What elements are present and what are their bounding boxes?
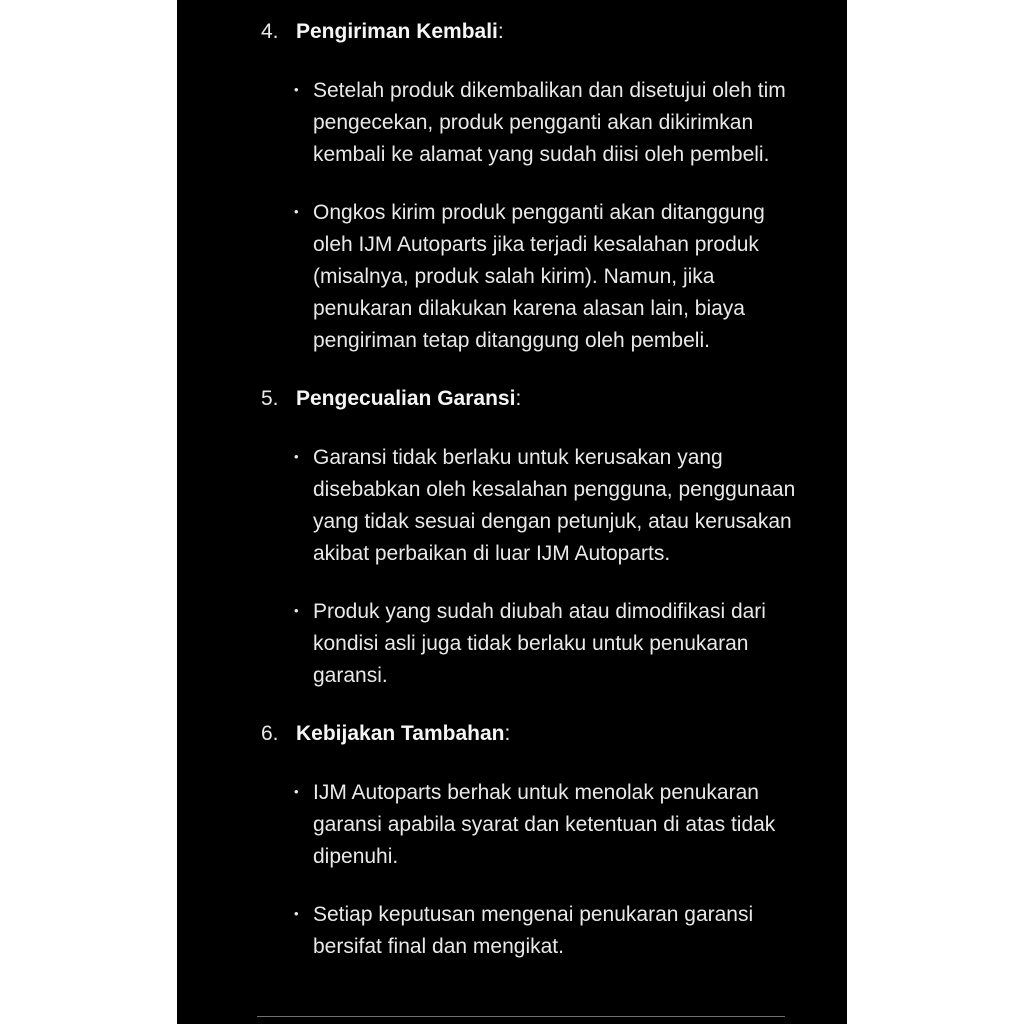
section-heading [261,383,803,415]
bullet-item [294,777,803,873]
section-title-wrap [296,383,521,415]
bullet-text: Setelah produk dikembalikan dan disetujui oleh tim pengecekan, produk pengganti akan dikirimkan kembali ke alamat yang sudah diisi oleh pembeli. [313,79,786,166]
bullet-icon: • [294,82,299,97]
bullet-list [261,75,803,357]
section-title-wrap [296,718,510,750]
bullet-item [294,899,803,963]
section-colon: : [504,722,511,745]
bullet-icon: • [294,906,299,921]
bullet-item [294,75,803,171]
sections-container [177,0,847,963]
policy-section [261,16,803,357]
bullet-icon: • [294,603,299,618]
bullet-item [294,197,803,357]
bullet-text: Garansi tidak berlaku untuk kerusakan yang disebabkan oleh kesalahan pengguna, penggunaan yang tidak sesuai dengan petunjuk, atau kerusakan akibat perbaikan di luar IJM Autoparts. [313,446,796,565]
bullet-text: Ongkos kirim produk pengganti akan ditanggung oleh IJM Autoparts jika terjadi kesalahan produk (misalnya, produk salah kirim). Namun, jika penukaran dilakukan karena alasan lain, biaya pengiriman tetap ditanggung oleh pembeli. [313,201,765,352]
bottom-divider [257,1016,785,1017]
bullet-icon: • [294,449,299,464]
bullet-icon: • [294,784,299,799]
bullet-list [261,777,803,963]
bullet-text: IJM Autoparts berhak untuk menolak penukaran garansi apabila syarat dan ketentuan di atas tidak dipenuhi. [313,781,776,868]
section-number: 4. [261,20,279,43]
bullet-icon: • [294,204,299,219]
content-panel [177,0,847,1024]
policy-section [261,718,803,963]
policy-section [261,383,803,692]
section-heading [261,16,803,48]
section-heading [261,718,803,750]
section-title-wrap [296,16,504,48]
section-colon: : [515,387,522,410]
bullet-item [294,442,803,570]
section-number: 6. [261,722,279,745]
section-title: Pengiriman Kembali [296,20,498,43]
bullet-list [261,442,803,692]
section-number: 5. [261,387,279,410]
section-title: Pengecualian Garansi [296,387,516,410]
section-title: Kebijakan Tambahan [296,722,505,745]
bullet-text: Setiap keputusan mengenai penukaran garansi bersifat final dan mengikat. [313,903,754,958]
bullet-item [294,596,803,692]
bullet-text: Produk yang sudah diubah atau dimodifikasi dari kondisi asli juga tidak berlaku untuk penukaran garansi. [313,600,766,687]
section-colon: : [497,20,504,43]
